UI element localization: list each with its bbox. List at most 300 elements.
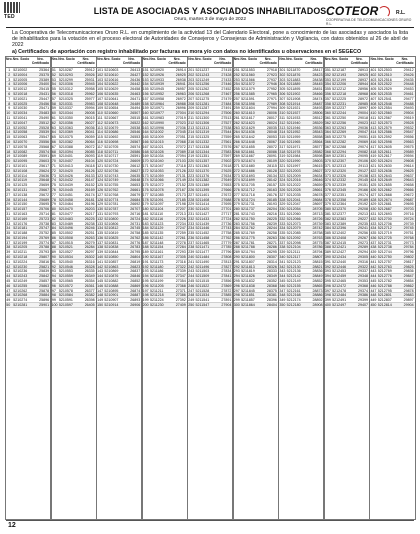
- certificate-number: 27918: [266, 68, 277, 72]
- socio-number: 5212497: [332, 303, 347, 308]
- certificate-number: 25624: [39, 168, 50, 173]
- certificate-number: 25568: [39, 144, 50, 149]
- socio-number: 5212567: [377, 115, 392, 120]
- certificate-number: 28598: [312, 154, 323, 159]
- certificate-number: 28109: [266, 159, 277, 164]
- certificate-number: 28558: [312, 135, 323, 140]
- certificate-number: 28487: [312, 101, 323, 106]
- socio-number: 5210572: [58, 283, 73, 288]
- certificate-number: 26869: [130, 283, 141, 288]
- socio-number: 5211205: [149, 283, 164, 288]
- certificate-number: 26887: [130, 293, 141, 298]
- row-number: 99: [51, 298, 56, 303]
- row-number: 131: [97, 211, 104, 216]
- socio-number: 5210230: [13, 264, 28, 269]
- table-column-block: [96, 56, 142, 520]
- socio-number: 5210774: [104, 197, 119, 202]
- certificate-number: 29461: [403, 91, 414, 96]
- socio-number: 5211370: [195, 168, 210, 173]
- row-number: 142: [97, 264, 104, 269]
- ted-logo-text: TED: [4, 14, 15, 20]
- row-number: 57: [51, 96, 56, 101]
- certificate-number: 29643: [403, 178, 414, 183]
- column-header-socio: Nro. Socio: [149, 57, 166, 61]
- socio-number: 5211769: [241, 231, 255, 236]
- certificate-number: 27452: [221, 87, 232, 92]
- socio-number: 5210101: [13, 163, 28, 168]
- socio-number: 5210082: [13, 149, 28, 154]
- row-number: 382: [324, 216, 331, 221]
- certificate-number: 28115: [267, 163, 277, 168]
- socio-number: 5211718: [241, 192, 255, 197]
- row-number: 42: [6, 264, 11, 269]
- socio-number: 5211110: [149, 211, 164, 216]
- socio-number: 5212092: [286, 235, 301, 240]
- column-header-row: [188, 57, 232, 68]
- row-number: 353: [324, 77, 331, 82]
- socio-number: 5212491: [332, 298, 347, 303]
- certificate-number: 29004: [358, 111, 369, 116]
- socio-number: 5211376: [195, 173, 210, 178]
- row-number: 163: [142, 125, 149, 130]
- socio-number: 5210281: [13, 303, 28, 308]
- socio-number: 5212364: [332, 202, 347, 207]
- certificate-number: 29637: [403, 173, 414, 178]
- row-number: 180: [142, 207, 149, 212]
- row-number: 432: [370, 216, 377, 221]
- certificate-number: 27513: [221, 115, 232, 120]
- socio-number: 5210243: [13, 274, 28, 279]
- column-header-certificado: Nro. Certificado: [122, 57, 141, 65]
- certificate-number: 26776: [130, 240, 141, 245]
- row-number: 359: [324, 106, 331, 111]
- socio-number: 5210070: [13, 139, 28, 144]
- certificate-number: 29151: [358, 183, 369, 188]
- row-number: 450: [370, 303, 377, 308]
- table-row: [143, 303, 187, 308]
- certificate-number: 29904: [403, 303, 414, 308]
- socio-number: 5212408: [332, 235, 347, 240]
- socio-number: 5210089: [13, 154, 28, 159]
- row-number: 123: [97, 173, 104, 178]
- column-header-certificado: Nro. Certificado: [214, 57, 232, 65]
- socio-number: 5211857: [241, 298, 255, 303]
- row-number: 251: [233, 68, 240, 72]
- column-header-socio: Nro. Socio: [331, 57, 349, 61]
- socio-number: 5212358: [332, 197, 347, 202]
- row-number: 59: [51, 106, 56, 111]
- row-number: 84: [51, 226, 56, 231]
- certificate-number: 29825: [403, 264, 414, 269]
- socio-number: 5210199: [13, 240, 28, 245]
- row-number: 237: [188, 240, 195, 245]
- certificate-number: 29862: [403, 283, 414, 288]
- row-number: 115: [97, 135, 103, 140]
- row-number: 107: [97, 96, 104, 101]
- certificate-number: 28836: [312, 269, 323, 274]
- column-header-certificado: Nro. Certificado: [31, 57, 50, 65]
- row-number: 376: [324, 187, 331, 192]
- certificate-number: 27428: [221, 72, 232, 77]
- certificate-number: 29453: [403, 87, 414, 92]
- row-number: 181: [142, 211, 149, 216]
- row-number: 213: [188, 125, 195, 130]
- certificate-number: 25752: [39, 231, 50, 236]
- socio-number: 5212320: [332, 168, 347, 173]
- certificate-number: 25400: [39, 82, 50, 87]
- socio-number: 5210945: [149, 87, 164, 92]
- row-number: 79: [51, 202, 56, 207]
- row-number: 101: [97, 68, 104, 72]
- certificate-number: 25617: [39, 163, 50, 168]
- row-number: 295: [233, 279, 240, 284]
- socio-number: 5211268: [195, 91, 210, 96]
- socio-number: 5210337: [58, 106, 73, 111]
- row-number: 437: [370, 240, 377, 245]
- certificate-number: 27653: [221, 183, 232, 188]
- socio-number: 5212225: [332, 96, 347, 101]
- certificate-number: 27869: [221, 283, 232, 288]
- socio-number: 5211465: [195, 240, 210, 245]
- certificate-number: 29897: [403, 298, 414, 303]
- row-number: 405: [370, 87, 377, 92]
- row-number: 29: [6, 202, 11, 207]
- page-subtitle: Oruro, martes 3 de mayo de 2022: [174, 17, 246, 22]
- row-number: 226: [188, 187, 195, 192]
- certificate-number: 26988: [175, 101, 186, 106]
- socio-number: 5211230: [149, 303, 164, 308]
- socio-number: 5211541: [195, 298, 210, 303]
- socio-number: 5210249: [13, 279, 28, 284]
- certificate-number: 26471: [130, 96, 141, 101]
- socio-number: 5211129: [149, 226, 164, 231]
- row-number: 390: [324, 255, 331, 260]
- row-number: 434: [370, 226, 377, 231]
- socio-number: 5211325: [195, 135, 210, 140]
- certificate-number: 29817: [403, 259, 414, 264]
- socio-number: 5212769: [377, 269, 392, 274]
- row-number: 69: [51, 154, 56, 159]
- certificate-number: 28763: [312, 235, 323, 240]
- row-number: 242: [188, 264, 195, 269]
- socio-number: 5210344: [58, 111, 73, 116]
- socio-number: 5210939: [149, 82, 164, 87]
- socio-number: 5210882: [104, 279, 119, 284]
- socio-number: 5211395: [195, 187, 210, 192]
- socio-number: 5211667: [241, 154, 255, 159]
- certificate-number: 25901: [39, 303, 50, 308]
- socio-number: 5212301: [332, 154, 347, 159]
- row-number: 86: [51, 235, 56, 240]
- row-number: 90: [51, 255, 56, 260]
- row-number: 371: [324, 163, 331, 168]
- row-number: 391: [324, 259, 331, 264]
- certificate-number: 25793: [39, 250, 50, 255]
- certificate-number: 28185: [266, 197, 277, 202]
- certificate-number: 26731: [130, 221, 141, 226]
- certificate-number: 29145: [358, 178, 369, 183]
- row-number: 81: [51, 211, 56, 216]
- row-number: 419: [370, 154, 377, 159]
- socio-number: 5210150: [13, 202, 28, 207]
- socio-number: 5212554: [377, 106, 392, 111]
- certificate-number: 27293: [175, 250, 186, 255]
- socio-number: 5210806: [104, 221, 119, 226]
- certificate-number: 28017: [266, 115, 277, 120]
- certificate-number: 25636: [39, 173, 50, 178]
- row-number: 276: [233, 187, 240, 192]
- column-header-certificado: Nro. Certificado: [168, 57, 186, 65]
- row-number: 431: [370, 211, 377, 216]
- socio-number: 5211072: [149, 183, 164, 188]
- row-number: 18: [6, 149, 11, 154]
- socio-number: 5211788: [241, 245, 255, 250]
- row-number: 355: [324, 87, 331, 92]
- row-number: 195: [142, 279, 149, 284]
- row-number: 412: [370, 120, 377, 125]
- certificate-number: 28913: [358, 68, 369, 72]
- certificate-number: 26238: [84, 221, 95, 226]
- socio-number: 5210977: [149, 111, 164, 116]
- certificate-number: 26567: [130, 139, 141, 144]
- row-number: 281: [233, 211, 240, 216]
- certificate-number: 27904: [221, 303, 232, 308]
- certificate-number: 26494: [130, 106, 141, 111]
- row-number: 206: [188, 91, 195, 96]
- socio-number: 5212136: [286, 269, 301, 274]
- row-number: 269: [233, 154, 240, 159]
- socio-number: 5212009: [286, 173, 301, 178]
- certificate-number: 27724: [221, 216, 232, 221]
- row-number: 4: [8, 82, 11, 87]
- row-number: 108: [97, 101, 104, 106]
- certificate-number: 28512: [312, 115, 323, 120]
- row-number: 134: [97, 226, 104, 231]
- row-number: 197: [142, 288, 149, 293]
- certificate-number: 29658: [403, 183, 414, 188]
- certificate-number: 26627: [130, 168, 141, 173]
- socio-number: 5210025: [13, 101, 28, 106]
- socio-number: 5211180: [149, 264, 164, 269]
- socio-number: 5211959: [286, 135, 301, 140]
- certificate-number: 27004: [175, 111, 186, 116]
- certificate-number: 26648: [130, 178, 141, 183]
- certificate-number: 27666: [221, 187, 232, 192]
- socio-number: 5210388: [58, 144, 73, 149]
- certificate-number: 27946: [266, 82, 277, 87]
- socio-number: 5212377: [332, 211, 347, 216]
- certificate-number: 25447: [39, 96, 50, 101]
- column-header-socio: Nro. Socio: [240, 57, 258, 61]
- socio-number: 5212047: [286, 202, 301, 207]
- socio-number: 5211560: [241, 72, 255, 77]
- row-number: 40: [6, 255, 11, 260]
- row-number: 149: [97, 298, 104, 303]
- certificate-number: 28134: [266, 173, 277, 178]
- certificate-number: 28163: [266, 187, 277, 192]
- certificate-number: 26217: [84, 211, 95, 216]
- row-number: 77: [51, 192, 56, 197]
- socio-number: 5212427: [332, 250, 347, 255]
- socio-number: 5211477: [195, 250, 210, 255]
- table-column-block: [324, 56, 370, 520]
- row-number: 420: [370, 159, 377, 164]
- socio-number: 5212776: [377, 274, 392, 279]
- certificate-number: 28726: [312, 216, 323, 221]
- row-number: 31: [6, 211, 11, 216]
- socio-number: 5212263: [332, 125, 347, 130]
- socio-number: 5211192: [149, 274, 164, 279]
- socio-number: 5211142: [149, 235, 164, 240]
- socio-number: 5212484: [332, 293, 347, 298]
- row-number: 45: [6, 279, 11, 284]
- inhabilitados-table: [5, 56, 415, 520]
- row-number: 402: [370, 72, 377, 77]
- certificate-number: 29614: [403, 163, 414, 168]
- row-number: 309: [279, 106, 286, 111]
- certificate-number: 27173: [175, 192, 186, 197]
- socio-number: 5210005: [13, 77, 28, 82]
- socio-number: 5210755: [104, 183, 119, 188]
- row-number: 323: [279, 173, 286, 178]
- certificate-number: 29412: [403, 68, 414, 72]
- row-number: 400: [324, 303, 331, 308]
- socio-number: 5211275: [195, 96, 210, 101]
- row-number: 240: [188, 255, 195, 260]
- socio-number: 5210181: [13, 226, 28, 231]
- column-header-nro: Nro.: [6, 57, 13, 61]
- certificate-number: 29519: [403, 115, 414, 120]
- certificate-number: 29399: [358, 298, 369, 303]
- row-number: 409: [370, 106, 377, 111]
- certificate-number: 26174: [84, 192, 95, 197]
- row-number: 377: [324, 192, 331, 197]
- row-number: 207: [188, 96, 195, 101]
- socio-number: 5211306: [195, 120, 210, 125]
- certificate-number: 28972: [358, 96, 369, 101]
- row-number: 209: [188, 106, 195, 111]
- row-number: 320: [279, 159, 286, 164]
- row-number: 275: [233, 183, 240, 188]
- socio-number: 5210002: [13, 68, 28, 72]
- row-number: 116: [97, 139, 103, 144]
- certificate-number: 26059: [84, 135, 95, 140]
- socio-number: 5211363: [195, 163, 210, 168]
- row-number: 186: [142, 235, 149, 240]
- certificate-number: 28739: [312, 221, 323, 226]
- row-number: 216: [188, 139, 195, 144]
- socio-number: 5210743: [104, 173, 119, 178]
- certificate-number: 29138: [358, 173, 369, 178]
- column-header-nro: Nro.: [142, 57, 150, 61]
- socio-number: 5211401: [195, 192, 210, 197]
- socio-number: 5210268: [13, 293, 28, 298]
- socio-number: 5212294: [332, 149, 347, 154]
- socio-number: 5210515: [58, 240, 73, 245]
- row-number: 73: [51, 173, 56, 178]
- socio-number: 5211902: [286, 91, 301, 96]
- socio-number: 5212180: [286, 303, 301, 308]
- socio-number: 5212085: [286, 231, 301, 236]
- certificate-number: 28128: [266, 168, 277, 173]
- certificate-number: 29353: [358, 279, 369, 284]
- socio-number: 5210114: [13, 173, 28, 178]
- socio-number: 5211724: [241, 197, 255, 202]
- socio-number: 5210157: [13, 207, 28, 212]
- socio-number: 5212193: [332, 72, 347, 77]
- certificate-number: 28956: [358, 87, 369, 92]
- socio-number: 5211332: [195, 139, 210, 144]
- certificate-number: 27583: [221, 149, 232, 154]
- socio-number: 5210131: [13, 187, 28, 192]
- certificate-number: 29289: [358, 245, 369, 250]
- socio-number: 5211199: [149, 279, 164, 284]
- certificate-number: 27796: [221, 250, 232, 255]
- row-number: 394: [324, 274, 331, 279]
- socio-number: 5212560: [377, 111, 392, 116]
- table-column-block: [233, 56, 279, 520]
- certificate-number: 26762: [130, 235, 141, 240]
- row-number: 199: [142, 298, 149, 303]
- certificate-number: 27484: [221, 101, 232, 106]
- socio-number: 5210920: [149, 68, 164, 72]
- certificate-number: 27891: [221, 298, 232, 303]
- socio-number: 5211914: [286, 101, 301, 106]
- coteor-logo-wordmark: COTEOR: [326, 4, 379, 18]
- certificate-number: 28968: [358, 91, 369, 96]
- socio-number: 5210052: [13, 125, 28, 130]
- socio-number: 5210211: [13, 250, 28, 255]
- socio-number: 5211528: [195, 288, 210, 293]
- row-number: 396: [324, 283, 331, 288]
- row-number: 255: [233, 87, 240, 92]
- certificate-number: 26941: [175, 82, 186, 87]
- certificate-number: 27103: [175, 159, 186, 164]
- row-number: 272: [233, 168, 240, 173]
- row-number: 58: [51, 101, 56, 106]
- certificate-number: 28543: [312, 130, 323, 135]
- socio-number: 5212142: [286, 274, 301, 279]
- section-heading: a) Certificados de aportación con registro inhabilitado por facturas en mora y/o con datos no identificados u observaciones en el SEGECO: [12, 49, 362, 55]
- socio-number: 5212573: [377, 120, 392, 125]
- socio-number: 5211116: [149, 216, 164, 221]
- table-column-block: [187, 56, 233, 520]
- certificate-number: 27872: [221, 288, 232, 293]
- row-number: 360: [324, 111, 331, 116]
- row-number: 109: [97, 106, 104, 111]
- socio-number: 5211629: [241, 125, 255, 130]
- column-header-row: [279, 57, 323, 68]
- socio-number: 5211433: [195, 216, 210, 221]
- socio-number: 5212028: [286, 187, 301, 192]
- socio-number: 5211731: [241, 202, 255, 207]
- certificate-number: 27965: [266, 91, 277, 96]
- certificate-number: 29082: [358, 149, 369, 154]
- certificate-number: 25706: [39, 207, 50, 212]
- certificate-number: 26027: [84, 120, 95, 125]
- row-number: 319: [279, 154, 286, 159]
- certificate-number: 27149: [175, 178, 186, 183]
- certificate-number: 28705: [312, 207, 323, 212]
- row-number: 268: [233, 149, 240, 154]
- certificate-number: 25723: [39, 216, 50, 221]
- socio-number: 5210119: [13, 178, 28, 183]
- socio-number: 5212750: [377, 255, 392, 260]
- certificate-number: 26263: [84, 235, 95, 240]
- socio-number: 5212383: [332, 216, 347, 221]
- certificate-number: 29074: [358, 144, 369, 149]
- row-number: 164: [142, 130, 149, 135]
